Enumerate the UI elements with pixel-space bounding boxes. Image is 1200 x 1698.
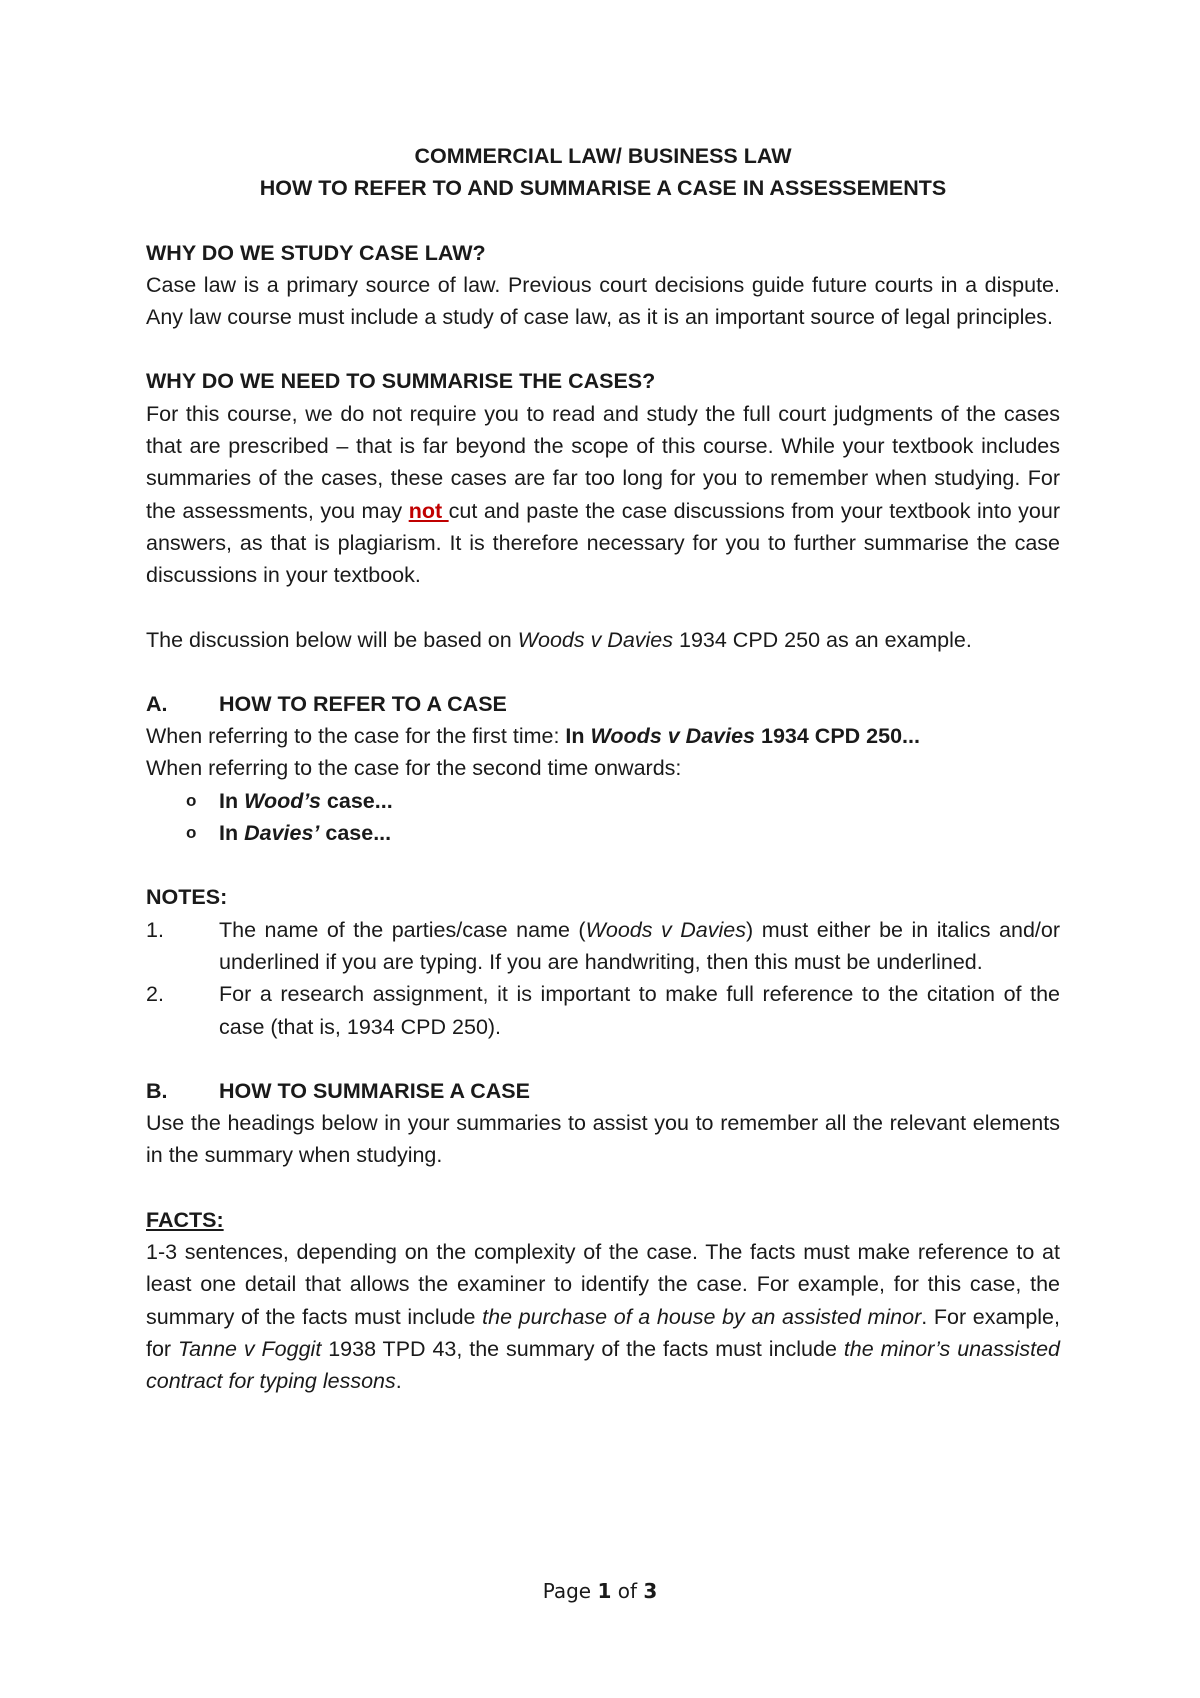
page-number-footer: Page 1 of 3 xyxy=(542,1579,658,1603)
section-b-heading: B. HOW TO SUMMARISE A CASE xyxy=(146,1078,530,1103)
not-emphasis: not xyxy=(408,498,449,523)
notes-heading: NOTES: xyxy=(146,885,228,910)
list-item: o In Davies’ case... xyxy=(146,817,1060,849)
second-time-reference: When referring to the case for the second time onwards: xyxy=(146,756,682,781)
facts-heading: FACTS: xyxy=(146,1207,224,1232)
case-name: Woods v Davies xyxy=(517,627,674,652)
document-body xyxy=(146,140,1060,1398)
why-summarise-heading: WHY DO WE NEED TO SUMMARISE THE CASES? xyxy=(146,369,656,394)
note-item: 1. The name of the parties/case name (Woods v Davies) must either be in italics and/or underlined if you are typing. If you are handwriting, then this must be underlined. xyxy=(146,917,1060,974)
document-title-line1: COMMERCIAL LAW/ BUSINESS LAW xyxy=(414,144,792,168)
facts-paragraph: 1-3 sentences, depending on the complexity of the case. The facts must make reference to at least one detail that allows the examiner to identify the case. For example, for this case, the summary of the facts must include the purchase of a house by an assisted minor. For example, for Tanne v Foggit 1938 TPD 43, the summary of the facts must include the minor’s unassisted contract for typing lessons. xyxy=(146,1240,1060,1394)
section-a-heading: A. HOW TO REFER TO A CASE xyxy=(146,691,507,716)
first-time-reference: When referring to the case for the first time: In Woods v Davies 1934 CPD 250... xyxy=(146,724,920,749)
why-study-paragraph: Case law is a primary source of law. Previous court decisions guide future courts in a dispute. Any law course must include a study of case law, as it is an important source of legal principles. xyxy=(146,272,1060,330)
section-b-paragraph: Use the headings below in your summaries to assist you to remember all the relevant elements in the summary when studying. xyxy=(146,1111,1060,1168)
bullet-icon: o xyxy=(186,790,197,810)
bullet-icon: o xyxy=(186,823,197,843)
intro-paragraph: The discussion below will be based on Woods v Davies 1934 CPD 250 as an example. xyxy=(146,627,972,652)
list-item: o In Wood’s case... xyxy=(146,785,1060,817)
why-study-heading: WHY DO WE STUDY CASE LAW? xyxy=(146,240,486,265)
why-summarise-paragraph: For this course, we do not require you to read and study the full court judgments of the cases that are prescribed – that is far beyond the scope of this course. While your textbook includes summaries of the cases, these cases are far too long for you to remember when studying. For the assessments, you may not cut and paste the case discussions from your textbook into your answers, as that is plagiarism. It is therefore necessary for you to further summarise the case discussions in your textbook. xyxy=(146,401,1061,588)
document-title-line2: HOW TO REFER TO AND SUMMARISE A CASE IN ASSESSEMENTS xyxy=(259,176,947,201)
note-item: 2. For a research assignment, it is important to make full reference to the citation of the case (that is, 1934 CPD 250). xyxy=(146,982,1060,1039)
